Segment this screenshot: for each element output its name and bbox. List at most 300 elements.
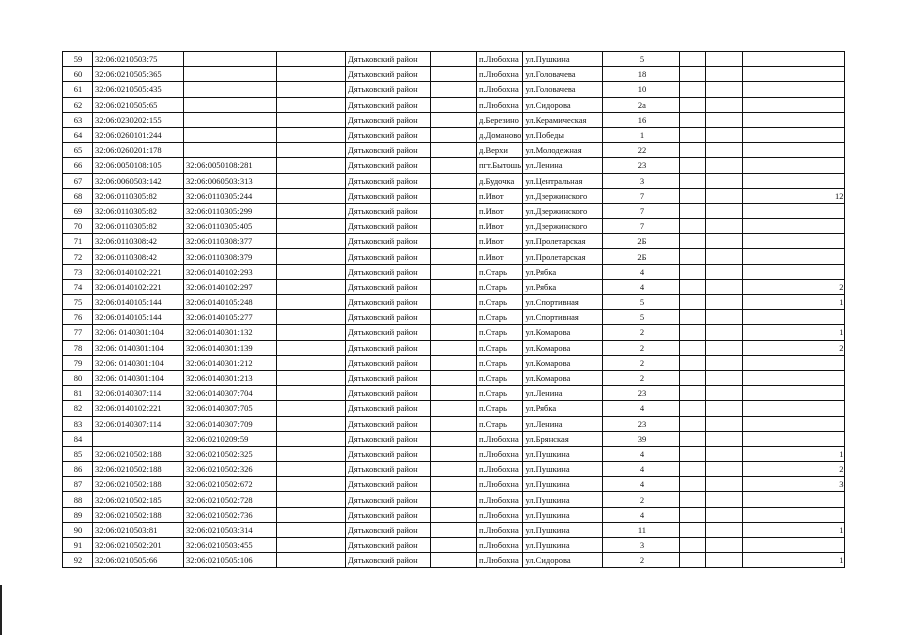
table-row [63, 340, 845, 355]
table-row [63, 295, 845, 310]
apartment-number-cell: 2 [743, 340, 845, 355]
settlement-cell: п.Любохна [477, 82, 523, 97]
empty-cell [431, 325, 477, 340]
street-cell: ул.Ленина [523, 158, 603, 173]
cadastral-number-cell: 32:06:0110308:42 [93, 234, 184, 249]
apartment-number-cell [743, 370, 845, 385]
empty-cell [277, 492, 346, 507]
premises-cadastral-number-cell [184, 82, 277, 97]
premises-cadastral-number-cell: 32:06:0140301:212 [184, 355, 277, 370]
empty-cell [680, 203, 706, 218]
empty-cell [277, 203, 346, 218]
settlement-cell: п.Старь [477, 370, 523, 385]
settlement-cell: п.Ивот [477, 203, 523, 218]
premises-cadastral-number-cell: 32:06:0210209:59 [184, 431, 277, 446]
apartment-number-cell [743, 203, 845, 218]
premises-cadastral-number-cell: 32:06:0110308:379 [184, 249, 277, 264]
premises-cadastral-number-cell [184, 143, 277, 158]
empty-cell [277, 52, 346, 67]
empty-cell [706, 401, 743, 416]
table-row [63, 158, 845, 173]
table-row [63, 386, 845, 401]
apartment-number-cell [743, 386, 845, 401]
cadastral-number-cell: 32:06:0210502:188 [93, 477, 184, 492]
empty-cell [277, 173, 346, 188]
registry-table [62, 51, 845, 568]
apartment-number-cell [743, 249, 845, 264]
apartment-number-cell [743, 416, 845, 431]
empty-cell [706, 219, 743, 234]
settlement-cell: п.Старь [477, 264, 523, 279]
apartment-number-cell [743, 127, 845, 142]
row-number-cell: 89 [63, 507, 93, 522]
empty-cell [706, 249, 743, 264]
row-number-cell: 72 [63, 249, 93, 264]
empty-cell [431, 492, 477, 507]
empty-cell [706, 507, 743, 522]
empty-cell [431, 82, 477, 97]
settlement-cell: п.Любохна [477, 431, 523, 446]
empty-cell [431, 219, 477, 234]
street-cell: ул.Комарова [523, 355, 603, 370]
empty-cell [277, 295, 346, 310]
district-cell: Дятьковский район [346, 82, 431, 97]
empty-cell [277, 82, 346, 97]
empty-cell [680, 249, 706, 264]
house-number-cell: 18 [603, 67, 680, 82]
empty-cell [680, 82, 706, 97]
house-number-cell: 5 [603, 295, 680, 310]
street-cell: ул.Пролетарская [523, 234, 603, 249]
district-cell: Дятьковский район [346, 158, 431, 173]
house-number-cell: 2 [603, 492, 680, 507]
premises-cadastral-number-cell: 32:06:0210502:672 [184, 477, 277, 492]
apartment-number-cell [743, 82, 845, 97]
row-number-cell: 92 [63, 553, 93, 568]
street-cell: ул.Пушкина [523, 462, 603, 477]
empty-cell [680, 340, 706, 355]
house-number-cell: 4 [603, 401, 680, 416]
cadastral-number-cell: 32:06:0110305:82 [93, 219, 184, 234]
house-number-cell: 2 [603, 355, 680, 370]
empty-cell [706, 203, 743, 218]
empty-cell [680, 492, 706, 507]
street-cell: ул.Пушкина [523, 492, 603, 507]
premises-cadastral-number-cell: 32:06:0140307:709 [184, 416, 277, 431]
empty-cell [277, 127, 346, 142]
apartment-number-cell [743, 173, 845, 188]
cadastral-number-cell: 32:06:0210505:365 [93, 67, 184, 82]
house-number-cell: 2 [603, 370, 680, 385]
row-number-cell: 63 [63, 112, 93, 127]
house-number-cell: 4 [603, 279, 680, 294]
empty-cell [277, 462, 346, 477]
apartment-number-cell [743, 219, 845, 234]
empty-cell [680, 67, 706, 82]
empty-cell [277, 67, 346, 82]
row-number-cell: 74 [63, 279, 93, 294]
district-cell: Дятьковский район [346, 462, 431, 477]
district-cell: Дятьковский район [346, 553, 431, 568]
premises-cadastral-number-cell: 32:06:0110305:405 [184, 219, 277, 234]
empty-cell [680, 188, 706, 203]
row-number-cell: 91 [63, 538, 93, 553]
house-number-cell: 2 [603, 340, 680, 355]
empty-cell [706, 112, 743, 127]
premises-cadastral-number-cell: 32:06:0140307:704 [184, 386, 277, 401]
empty-cell [431, 416, 477, 431]
empty-cell [277, 355, 346, 370]
settlement-cell: п.Старь [477, 355, 523, 370]
table-row [63, 431, 845, 446]
row-number-cell: 76 [63, 310, 93, 325]
house-number-cell: 2а [603, 97, 680, 112]
apartment-number-cell: 1 [743, 522, 845, 537]
empty-cell [431, 67, 477, 82]
district-cell: Дятьковский район [346, 188, 431, 203]
street-cell: ул.Рябка [523, 401, 603, 416]
street-cell: ул.Сидорова [523, 97, 603, 112]
settlement-cell: п.Старь [477, 386, 523, 401]
row-number-cell: 70 [63, 219, 93, 234]
apartment-number-cell [743, 538, 845, 553]
house-number-cell: 4 [603, 507, 680, 522]
table-row [63, 370, 845, 385]
empty-cell [680, 219, 706, 234]
empty-cell [277, 112, 346, 127]
cadastral-number-cell: 32:06:0060503:142 [93, 173, 184, 188]
cadastral-number-cell: 32:06:0140307:114 [93, 416, 184, 431]
settlement-cell: д.Верхи [477, 143, 523, 158]
cadastral-number-cell: 32:06:0110305:82 [93, 188, 184, 203]
street-cell: ул.Дзержинского [523, 203, 603, 218]
street-cell: ул.Пушкина [523, 507, 603, 522]
cadastral-number-cell: 32:06:0210502:201 [93, 538, 184, 553]
empty-cell [431, 553, 477, 568]
cadastral-number-cell: 32:06:0260201:178 [93, 143, 184, 158]
district-cell: Дятьковский район [346, 522, 431, 537]
premises-cadastral-number-cell: 32:06:0060503:313 [184, 173, 277, 188]
settlement-cell: п.Ивот [477, 219, 523, 234]
apartment-number-cell: 1 [743, 553, 845, 568]
premises-cadastral-number-cell: 32:06:0210502:736 [184, 507, 277, 522]
empty-cell [680, 310, 706, 325]
house-number-cell: 2 [603, 325, 680, 340]
apartment-number-cell: 3 [743, 477, 845, 492]
empty-cell [277, 370, 346, 385]
settlement-cell: п.Любохна [477, 446, 523, 461]
row-number-cell: 90 [63, 522, 93, 537]
row-number-cell: 80 [63, 370, 93, 385]
empty-cell [680, 507, 706, 522]
empty-cell [431, 522, 477, 537]
street-cell: ул.Центральная [523, 173, 603, 188]
apartment-number-cell [743, 234, 845, 249]
house-number-cell: 1 [603, 127, 680, 142]
empty-cell [706, 355, 743, 370]
table-row [63, 143, 845, 158]
district-cell: Дятьковский район [346, 173, 431, 188]
apartment-number-cell: 2 [743, 279, 845, 294]
settlement-cell: п.Любохна [477, 538, 523, 553]
table-row [63, 355, 845, 370]
table-row [63, 112, 845, 127]
district-cell: Дятьковский район [346, 112, 431, 127]
empty-cell [680, 355, 706, 370]
empty-cell [277, 97, 346, 112]
settlement-cell: п.Старь [477, 310, 523, 325]
row-number-cell: 79 [63, 355, 93, 370]
apartment-number-cell [743, 97, 845, 112]
street-cell: ул.Победы [523, 127, 603, 142]
empty-cell [680, 522, 706, 537]
settlement-cell: п.Любохна [477, 462, 523, 477]
empty-cell [706, 295, 743, 310]
settlement-cell: п.Старь [477, 401, 523, 416]
district-cell: Дятьковский район [346, 279, 431, 294]
table-row [63, 416, 845, 431]
empty-cell [706, 173, 743, 188]
house-number-cell: 7 [603, 219, 680, 234]
empty-cell [277, 249, 346, 264]
apartment-number-cell [743, 158, 845, 173]
empty-cell [277, 325, 346, 340]
settlement-cell: д.Доманово [477, 127, 523, 142]
table-row [63, 477, 845, 492]
empty-cell [706, 158, 743, 173]
row-number-cell: 71 [63, 234, 93, 249]
house-number-cell: 4 [603, 462, 680, 477]
empty-cell [431, 158, 477, 173]
house-number-cell: 7 [603, 203, 680, 218]
empty-cell [277, 538, 346, 553]
street-cell: ул.Дзержинского [523, 188, 603, 203]
settlement-cell: п.Любохна [477, 67, 523, 82]
empty-cell [431, 127, 477, 142]
empty-cell [277, 553, 346, 568]
cadastral-number-cell: 32:06:0210505:435 [93, 82, 184, 97]
row-number-cell: 77 [63, 325, 93, 340]
house-number-cell: 10 [603, 82, 680, 97]
empty-cell [277, 310, 346, 325]
empty-cell [706, 492, 743, 507]
empty-cell [680, 173, 706, 188]
district-cell: Дятьковский район [346, 127, 431, 142]
empty-cell [680, 234, 706, 249]
street-cell: ул.Комарова [523, 340, 603, 355]
house-number-cell: 39 [603, 431, 680, 446]
cadastral-number-cell: 32:06: 0140301:104 [93, 340, 184, 355]
district-cell: Дятьковский район [346, 401, 431, 416]
empty-cell [431, 477, 477, 492]
row-number-cell: 66 [63, 158, 93, 173]
premises-cadastral-number-cell: 32:06:0210502:728 [184, 492, 277, 507]
apartment-number-cell [743, 67, 845, 82]
settlement-cell: п.Любохна [477, 97, 523, 112]
district-cell: Дятьковский район [346, 97, 431, 112]
empty-cell [431, 188, 477, 203]
street-cell: ул.Спортивная [523, 295, 603, 310]
empty-cell [680, 370, 706, 385]
premises-cadastral-number-cell [184, 112, 277, 127]
empty-cell [431, 370, 477, 385]
house-number-cell: 4 [603, 477, 680, 492]
row-number-cell: 88 [63, 492, 93, 507]
empty-cell [706, 97, 743, 112]
table-row [63, 264, 845, 279]
cadastral-number-cell: 32:06:0140105:144 [93, 310, 184, 325]
table-row [63, 52, 845, 67]
house-number-cell: 2Б [603, 234, 680, 249]
premises-cadastral-number-cell [184, 67, 277, 82]
row-number-cell: 84 [63, 431, 93, 446]
settlement-cell: п.Любохна [477, 507, 523, 522]
house-number-cell: 3 [603, 538, 680, 553]
settlement-cell: пгт.Бытошь [477, 158, 523, 173]
settlement-cell: д.Березино [477, 112, 523, 127]
empty-cell [431, 431, 477, 446]
empty-cell [277, 416, 346, 431]
house-number-cell: 4 [603, 446, 680, 461]
empty-cell [706, 127, 743, 142]
row-number-cell: 65 [63, 143, 93, 158]
table-row [63, 522, 845, 537]
empty-cell [680, 127, 706, 142]
empty-cell [680, 553, 706, 568]
settlement-cell: п.Старь [477, 416, 523, 431]
district-cell: Дятьковский район [346, 355, 431, 370]
settlement-cell: д.Будочка [477, 173, 523, 188]
empty-cell [431, 310, 477, 325]
empty-cell [706, 67, 743, 82]
cadastral-number-cell: 32:06: 0140301:104 [93, 355, 184, 370]
empty-cell [277, 446, 346, 461]
district-cell: Дятьковский район [346, 310, 431, 325]
house-number-cell: 4 [603, 264, 680, 279]
empty-cell [706, 538, 743, 553]
premises-cadastral-number-cell: 32:06:0110305:299 [184, 203, 277, 218]
cadastral-number-cell: 32:06:0110308:42 [93, 249, 184, 264]
empty-cell [680, 143, 706, 158]
empty-cell [431, 295, 477, 310]
empty-cell [431, 234, 477, 249]
district-cell: Дятьковский район [346, 386, 431, 401]
apartment-number-cell: 12 [743, 188, 845, 203]
empty-cell [680, 325, 706, 340]
cadastral-number-cell: 32:06:0140102:221 [93, 401, 184, 416]
street-cell: ул.Комарова [523, 370, 603, 385]
empty-cell [431, 355, 477, 370]
apartment-number-cell [743, 355, 845, 370]
district-cell: Дятьковский район [346, 507, 431, 522]
row-number-cell: 82 [63, 401, 93, 416]
apartment-number-cell [743, 507, 845, 522]
table-row [63, 538, 845, 553]
empty-cell [680, 401, 706, 416]
cadastral-number-cell: 32:06:0210503:75 [93, 52, 184, 67]
empty-cell [431, 203, 477, 218]
empty-cell [706, 52, 743, 67]
district-cell: Дятьковский район [346, 477, 431, 492]
street-cell: ул.Головачева [523, 82, 603, 97]
row-number-cell: 86 [63, 462, 93, 477]
street-cell: ул.Сидорова [523, 553, 603, 568]
empty-cell [680, 279, 706, 294]
empty-cell [431, 143, 477, 158]
settlement-cell: п.Старь [477, 340, 523, 355]
premises-cadastral-number-cell: 32:06:0140105:248 [184, 295, 277, 310]
premises-cadastral-number-cell: 32:06:0140102:297 [184, 279, 277, 294]
empty-cell [706, 416, 743, 431]
empty-cell [680, 431, 706, 446]
empty-cell [706, 264, 743, 279]
empty-cell [277, 431, 346, 446]
empty-cell [680, 264, 706, 279]
house-number-cell: 23 [603, 386, 680, 401]
empty-cell [680, 462, 706, 477]
settlement-cell: п.Ивот [477, 234, 523, 249]
settlement-cell: п.Любохна [477, 553, 523, 568]
street-cell: ул.Головачева [523, 67, 603, 82]
table-row [63, 82, 845, 97]
empty-cell [431, 386, 477, 401]
empty-cell [277, 279, 346, 294]
district-cell: Дятьковский район [346, 67, 431, 82]
empty-cell [431, 538, 477, 553]
table-row [63, 507, 845, 522]
empty-cell [277, 188, 346, 203]
table-row [63, 249, 845, 264]
table-row [63, 310, 845, 325]
apartment-number-cell: 1 [743, 446, 845, 461]
empty-cell [706, 553, 743, 568]
cadastral-number-cell: 32:06:0140105:144 [93, 295, 184, 310]
table-row [63, 492, 845, 507]
district-cell: Дятьковский район [346, 370, 431, 385]
district-cell: Дятьковский район [346, 219, 431, 234]
row-number-cell: 85 [63, 446, 93, 461]
row-number-cell: 87 [63, 477, 93, 492]
apartment-number-cell [743, 401, 845, 416]
empty-cell [431, 446, 477, 461]
empty-cell [277, 264, 346, 279]
empty-cell [277, 507, 346, 522]
premises-cadastral-number-cell: 32:06:0210503:455 [184, 538, 277, 553]
district-cell: Дятьковский район [346, 295, 431, 310]
empty-cell [431, 507, 477, 522]
empty-cell [431, 340, 477, 355]
row-number-cell: 75 [63, 295, 93, 310]
premises-cadastral-number-cell: 32:06:0210502:326 [184, 462, 277, 477]
premises-cadastral-number-cell [184, 127, 277, 142]
street-cell: ул.Спортивная [523, 310, 603, 325]
empty-cell [431, 462, 477, 477]
empty-cell [680, 295, 706, 310]
empty-cell [680, 97, 706, 112]
row-number-cell: 61 [63, 82, 93, 97]
street-cell: ул.Рябка [523, 279, 603, 294]
house-number-cell: 2 [603, 553, 680, 568]
house-number-cell: 11 [603, 522, 680, 537]
empty-cell [706, 446, 743, 461]
district-cell: Дятьковский район [346, 203, 431, 218]
empty-cell [706, 477, 743, 492]
empty-cell [680, 386, 706, 401]
street-cell: ул.Рябка [523, 264, 603, 279]
empty-cell [277, 401, 346, 416]
cadastral-number-cell: 32:06:0210505:66 [93, 553, 184, 568]
house-number-cell: 5 [603, 310, 680, 325]
